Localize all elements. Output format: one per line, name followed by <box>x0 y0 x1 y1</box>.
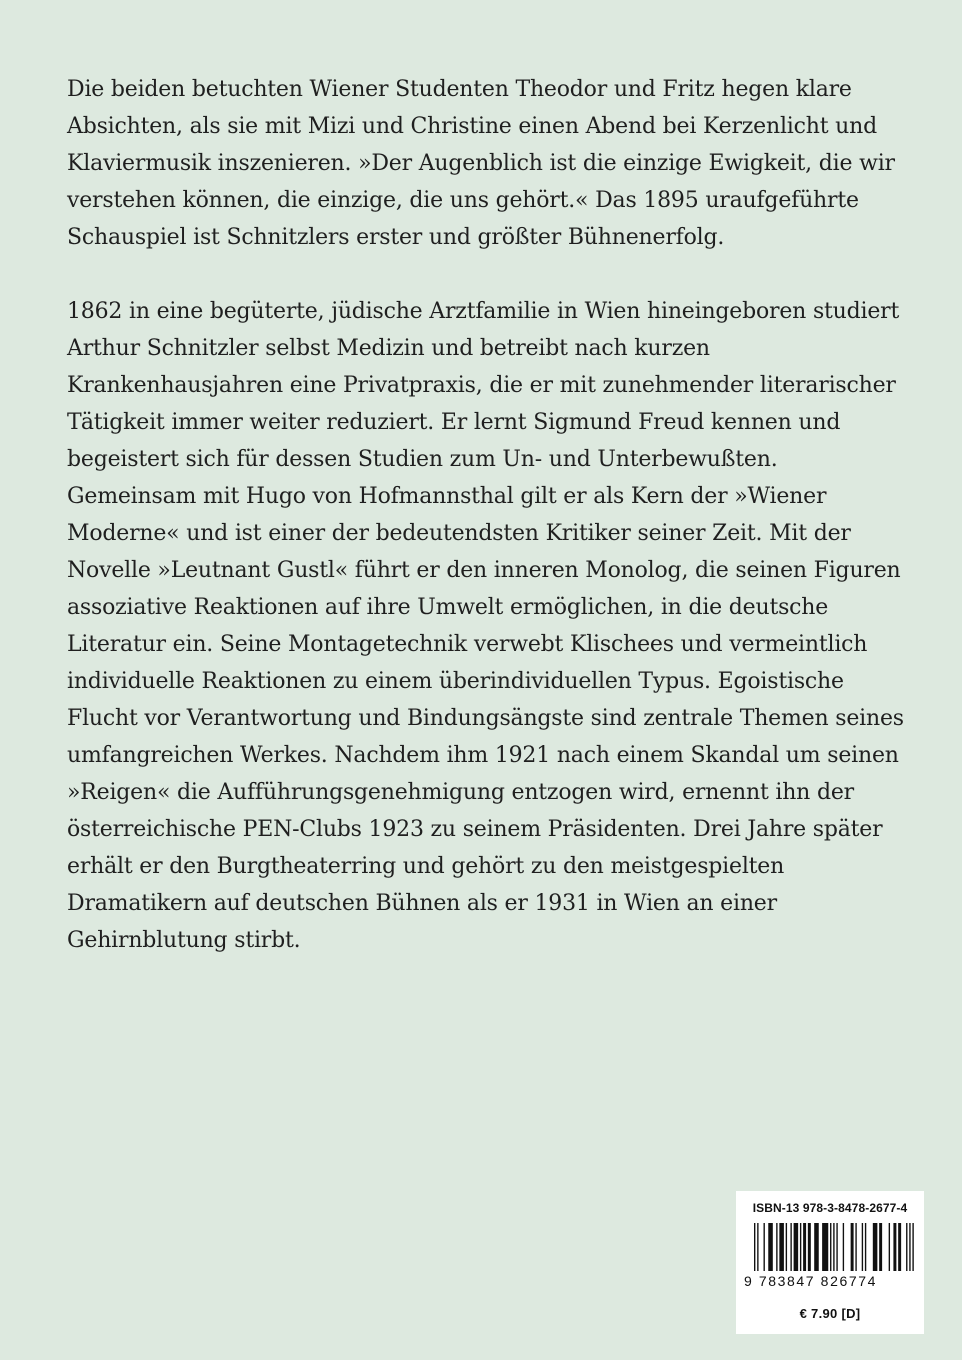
barcode-bar <box>833 1223 834 1271</box>
barcode-bar <box>889 1223 890 1271</box>
barcode-bar <box>898 1223 901 1271</box>
plot-summary-paragraph: Die beiden betuchten Wiener Studenten Theodor und Fritz hegen klare Absichten, als sie mit Mizi und Christine einen Abend bei Kerzenlicht und Klaviermusik inszenieren. »Der Augenblich ist die einzige Ewigkeit, die wir verstehen können, die einzige, die uns gehört.« Das 1895 uraufgeführte Schauspiel ist Schnitzlers erster und größter Bühnenerfolg. <box>67 77 895 250</box>
barcode-bar <box>764 1223 765 1271</box>
barcode-bar <box>803 1223 806 1271</box>
barcode-bar <box>794 1223 799 1271</box>
barcode-bar <box>776 1223 777 1271</box>
barcode-bar <box>757 1223 758 1271</box>
barcode-bar <box>754 1223 755 1271</box>
author-biography-paragraph: 1862 in eine begüterte, jüdische Arztfamilie in Wien hineingeboren studiert Arthur Schnitzler selbst Medizin und betreibt nach kurzen Krankenhausjahren eine Privatpraxis, die er mit zunehmender literarischer Tätigkeit immer weiter reduziert. Er lernt Sigmund Freud kennen und begeistert sich für dessen Studien zum Un- und Unterbewußten. Gemeinsam mit Hugo von Hofmannsthal gilt er als Kern der »Wiener Moderne« und ist einer der bedeutendsten Kritiker seiner Zeit. Mit der Novelle »Leutnant Gustl« führt er den inneren Monolog, die seinen Figuren assoziative Reaktionen auf ihre Umwelt ermöglichen, in die deutsche Literatur ein. Seine Montagetechnik verwebt Klischees und vermeintlich individuelle Reaktionen zu einem überindividuellen Typus. Egoistische Flucht vor Verantwortung und Bindungsängste sind zentrale Themen seines umfangreichen Werkes. Nachdem ihm 1921 nach einem Skandal um seinen »Reigen« die Aufführungsgenehmigung entzogen wird, ernennt ihn der österreichische PEN-Clubs 1923 zu seinem Präsidenten. Drei Jahre später erhält er den Burgtheaterring und gehört zu den meistgespielten Dramatikern auf deutschen Bühnen als er 1931 in Wien an einer Gehirnblutung stirbt. <box>67 299 904 953</box>
barcode-icon <box>754 1223 914 1271</box>
barcode-bar <box>879 1223 882 1271</box>
barcode-bar <box>779 1223 784 1271</box>
barcode-bar <box>790 1223 791 1271</box>
barcode-bar <box>855 1223 856 1271</box>
barcode-bar <box>843 1223 844 1271</box>
barcode-bar <box>808 1223 811 1271</box>
ean-digits: 9 783847 826774 <box>744 1273 877 1289</box>
barcode-bar <box>909 1223 910 1271</box>
barcode-bar <box>814 1223 819 1271</box>
barcode-bar <box>800 1223 801 1271</box>
barcode-bar <box>873 1223 878 1271</box>
price-label: € 7.90 [D] <box>799 1306 861 1321</box>
barcode-bar <box>786 1223 787 1271</box>
barcode-bar <box>862 1223 863 1271</box>
book-description <box>67 71 907 959</box>
barcode-bar <box>906 1223 907 1271</box>
barcode-bar <box>912 1223 913 1271</box>
barcode-bar <box>865 1223 866 1271</box>
barcode-bar <box>836 1223 837 1271</box>
barcode-bar <box>830 1223 831 1271</box>
barcode-bar <box>822 1223 828 1271</box>
barcode-bar <box>893 1223 896 1271</box>
barcode-bar <box>768 1223 773 1271</box>
isbn-label: ISBN-13 978-3-8478-2677-4 <box>752 1201 908 1215</box>
barcode-box <box>736 1191 924 1334</box>
barcode-bar <box>851 1223 854 1271</box>
